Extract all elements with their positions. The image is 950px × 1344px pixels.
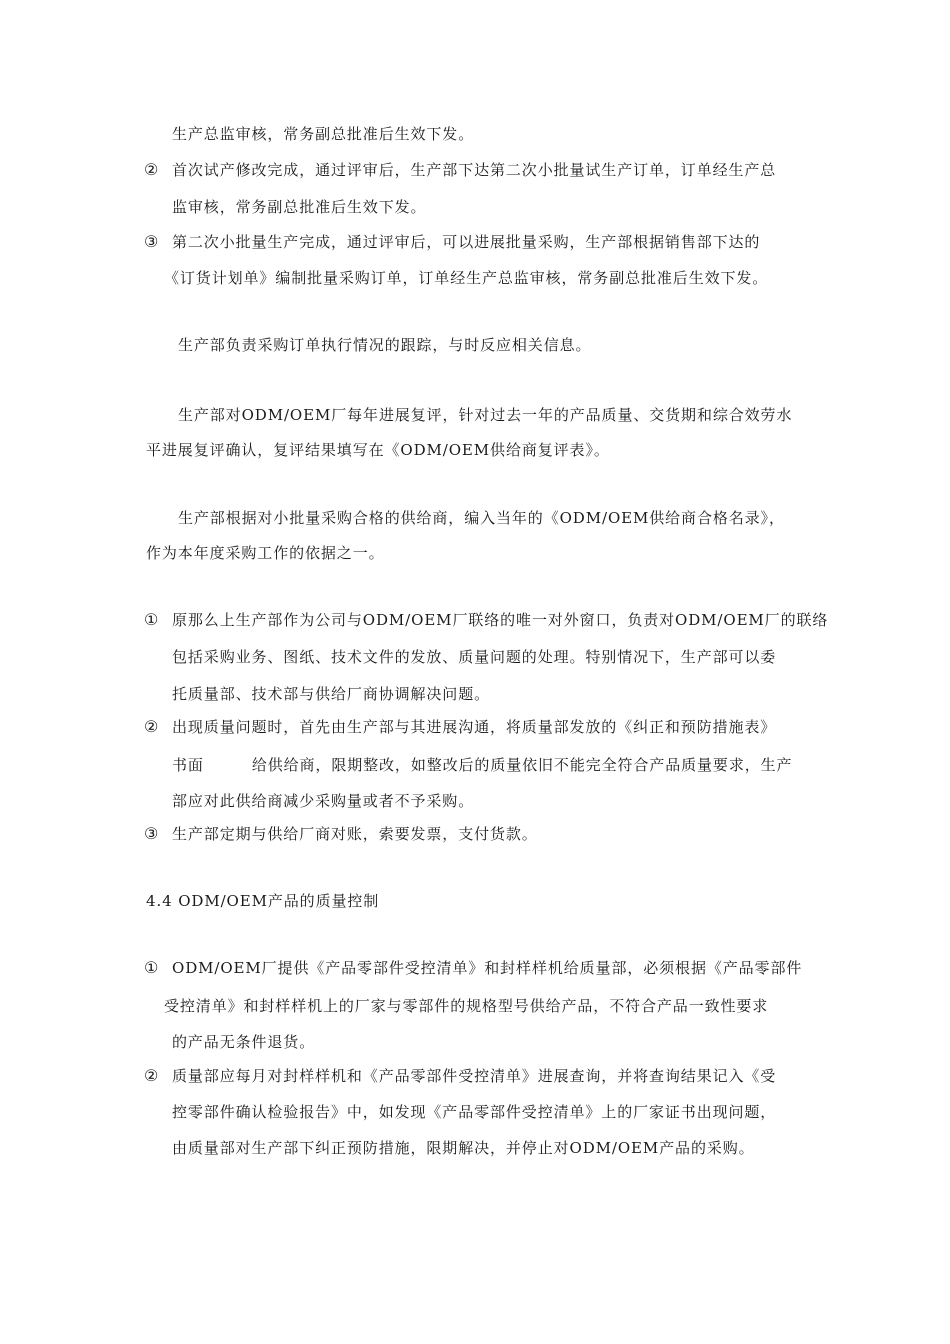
text-line: 出现质量问题时，首先由生产部与其进展沟通，将质量部发放的《纠正和预防措施表》 bbox=[172, 718, 777, 736]
text-fragment: 给供给商，限期整改，如整改后的质量依旧不能完全符合产品质量要求，生产 bbox=[251, 756, 793, 774]
text-line: 作为本年度采购工作的依据之一。 bbox=[146, 544, 385, 562]
text-line: ODM/OEM厂提供《产品零部件受控清单》和封样样机给质量部，必须根据《产品零部件 bbox=[172, 959, 803, 977]
list-marker: ① bbox=[144, 958, 159, 977]
text-line: 平进展复评确认，复评结果填写在《ODM/OEM供给商复评表》。 bbox=[146, 441, 610, 459]
text-fragment: 书面 bbox=[172, 756, 204, 774]
text-line: 监审核，常务副总批准后生效下发。 bbox=[172, 198, 427, 216]
text-line: 质量部应每月对封样样机和《产品零部件受控清单》进展查询，并将查询结果记入《受 bbox=[172, 1067, 777, 1085]
text-line: 生产总监审核，常务副总批准后生效下发。 bbox=[172, 125, 475, 143]
list-marker: ② bbox=[144, 717, 159, 736]
text-line: 的产品无条件退货。 bbox=[172, 1033, 316, 1051]
list-marker: ② bbox=[144, 1066, 159, 1085]
text-line: 受控清单》和封样样机上的厂家与零部件的规格型号供给产品，不符合产品一致性要求 bbox=[164, 997, 769, 1015]
list-marker: ③ bbox=[144, 232, 159, 251]
text-line: 部应对此供给商减少采购量或者不予采购。 bbox=[172, 792, 475, 810]
text-line: 首次试产修改完成，通过评审后，生产部下达第二次小批量试生产订单，订单经生产总 bbox=[172, 161, 777, 179]
list-marker: ② bbox=[144, 160, 159, 179]
text-line: 生产部对ODM/OEM厂每年进展复评，针对过去一年的产品质量、交货期和综合效劳水 bbox=[178, 406, 793, 424]
text-line: 《订货计划单》编制批量采购订单，订单经生产总监审核，常务副总批准后生效下发。 bbox=[164, 269, 769, 287]
text-line bbox=[172, 755, 792, 775]
text-line: 生产部根据对小批量采购合格的供给商，编入当年的《ODM/OEM供给商合格名录》， bbox=[178, 509, 785, 527]
text-line: 第二次小批量生产完成，通过评审后，可以进展批量采购，生产部根据销售部下达的 bbox=[172, 233, 761, 251]
text-line: 原那么上生产部作为公司与ODM/OEM厂联络的唯一对外窗口，负责对ODM/OEM厂的联络 bbox=[172, 611, 829, 629]
text-line: 托质量部、技术部与供给厂商协调解决问题。 bbox=[172, 685, 491, 703]
text-line: 由质量部对生产部下纠正预防措施，限期解决，并停止对ODM/OEM产品的采购。 bbox=[172, 1139, 755, 1157]
text-line: 控零部件确认检验报告》中，如发现《产品零部件受控清单》上的厂家证书出现问题， bbox=[172, 1103, 777, 1121]
list-marker: ③ bbox=[144, 824, 159, 843]
text-line: 生产部定期与供给厂商对账，索要发票，支付货款。 bbox=[172, 825, 538, 843]
section-heading: 4.4 ODM/OEM产品的质量控制 bbox=[146, 892, 380, 910]
text-line: 包括采购业务、图纸、技术文件的发放、质量问题的处理。特别情况下，生产部可以委 bbox=[172, 648, 777, 666]
list-marker: ① bbox=[144, 610, 159, 629]
text-line: 生产部负责采购订单执行情况的跟踪，与时反应相关信息。 bbox=[178, 336, 592, 354]
